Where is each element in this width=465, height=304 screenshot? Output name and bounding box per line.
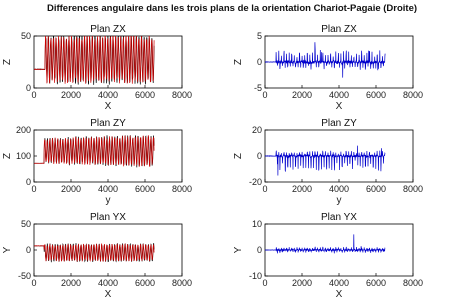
subplot-6 [233,212,423,300]
y-axis-label: Y [2,246,13,254]
y-axis-label: Z [2,152,13,160]
x-tick-label: 8000 [171,278,193,288]
y-tick-label: 50 [20,31,31,41]
x-tick-label: 6000 [365,90,387,100]
subplot-3 [2,118,192,206]
x-tick-label: 0 [262,90,268,100]
y-tick-label: 200 [15,125,31,135]
plot-area [34,224,182,276]
x-axis-label: y [105,195,111,206]
x-tick-label: 8000 [402,90,424,100]
x-tick-label: 0 [262,278,268,288]
x-tick-label: 8000 [402,278,424,288]
y-tick-label: -10 [248,271,262,281]
x-tick-label: 8000 [402,184,424,194]
y-axis-label: Z [233,58,244,66]
y-tick-label: 0 [25,245,31,255]
subplot-title: Plan ZY [90,118,126,129]
x-tick-label: 6000 [134,90,156,100]
y-axis-label: Z [2,58,13,66]
x-tick-label: 4000 [328,278,350,288]
subplot-title: Plan YX [90,212,126,223]
x-tick-label: 0 [31,278,37,288]
x-tick-label: 4000 [97,184,119,194]
x-tick-label: 4000 [328,184,350,194]
y-tick-label: 5 [256,31,262,41]
x-tick-label: 0 [31,184,37,194]
x-tick-label: 2000 [60,184,82,194]
y-tick-label: 20 [251,125,262,135]
subplot-title: Plan ZY [321,118,357,129]
y-tick-label: 0 [256,151,262,161]
x-tick-label: 2000 [60,90,82,100]
subplot-title: Plan ZX [90,24,126,35]
x-tick-label: 2000 [291,184,313,194]
x-tick-label: 0 [31,90,37,100]
x-axis-label: X [335,289,343,300]
x-axis-label: X [335,101,343,112]
subplot-title: Plan YX [321,212,357,223]
x-tick-label: 2000 [60,278,82,288]
x-tick-label: 4000 [97,278,119,288]
y-tick-label: -5 [253,83,262,93]
y-tick-label: 0 [256,245,262,255]
y-tick-label: 10 [251,219,262,229]
x-tick-label: 2000 [291,90,313,100]
subplot-title: Plan ZX [321,24,357,35]
y-tick-label: 100 [15,151,31,161]
x-tick-label: 8000 [171,184,193,194]
y-tick-label: -50 [17,271,31,281]
x-tick-label: 6000 [134,278,156,288]
y-axis-label: Z [233,152,244,160]
x-axis-label: X [104,101,112,112]
figure-title: Differences angulaire dans les trois plans de la orientation Chariot-Pagaie (Droite) [46,3,418,14]
y-tick-label: 0 [256,57,262,67]
y-axis-label: Y [233,246,244,254]
x-tick-label: 0 [262,184,268,194]
x-tick-label: 6000 [134,184,156,194]
x-axis-label: y [336,195,342,206]
subplot-2 [233,24,423,112]
y-tick-label: -20 [248,177,262,187]
x-tick-label: 8000 [171,90,193,100]
subplot-4 [233,118,423,206]
x-tick-label: 2000 [291,278,313,288]
subplot-5 [2,212,192,300]
x-tick-label: 4000 [328,90,350,100]
x-axis-label: X [104,289,112,300]
x-tick-label: 6000 [365,184,387,194]
y-tick-label: 0 [25,83,31,93]
x-tick-label: 6000 [365,278,387,288]
subplot-1 [2,24,192,112]
y-tick-label: 0 [25,177,31,187]
x-tick-label: 4000 [97,90,119,100]
y-tick-label: 50 [20,219,31,229]
